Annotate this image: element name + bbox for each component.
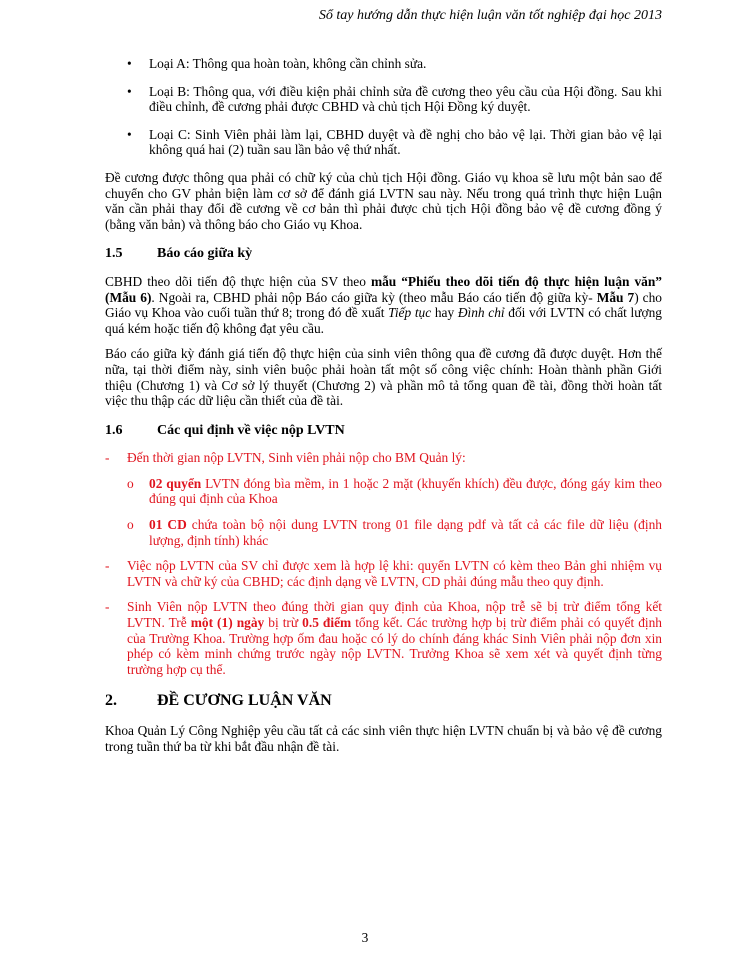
rule-item: - Việc nộp LVTN của SV chỉ được xem là hợp lệ khi: quyển LVTN có kèm theo Bản ghi nhiệm vụ LVTN và chữ ký của CBHD; các định dạng về LVTN, CD phải đúng mẫu theo quy định. <box>105 558 662 589</box>
paragraph-midterm: Báo cáo giữa kỳ đánh giá tiến độ thực hiện của sinh viên thông qua đề cương đã được duyệt. Hơn thế nữa, tại thời điểm này, sinh viên buộc phải hoàn tất một số công việc chính: Hoàn thành phần Giới thiệu (Chương 1) và Cơ sở lý thuyết (Chương 2) và phần mô tả tổng quan đề tài, đồng thời hoàn tất việc thu thập các dữ liệu cần thiết của đề tài. <box>105 346 662 409</box>
list-item: • Loại C: Sinh Viên phải làm lại, CBHD duyệt và đề nghị cho bảo vệ lại. Thời gian bảo vệ lại không quá hai (2) tuần sau lần bảo vệ thứ nhất. <box>127 126 662 158</box>
running-header: Sổ tay hướng dẫn thực hiện luận văn tốt nghiệp đại học 2013 <box>318 8 662 23</box>
paragraph-progress-report: CBHD theo dõi tiến độ thực hiện của SV theo mẫu “Phiếu theo dõi tiến độ thực hiện luận văn” (Mẫu 6). Ngoài ra, CBHD phải nộp Báo cáo giữa kỳ (theo mẫu Báo cáo tiến độ giữa kỳ- Mẫu 7) cho Giáo vụ Khoa vào cuối tuần thứ 8; trong đó đề xuất Tiếp tục hay Đình chỉ đối với LVTN có chất lượng quá kém hoặc tiến độ không đạt yêu cầu. <box>105 273 662 336</box>
section-heading-2: 2. ĐỀ CƯƠNG LUẬN VĂN <box>105 692 332 710</box>
list-item: • Loại A: Thông qua hoàn toàn, không cần chỉnh sửa. <box>127 56 427 71</box>
bullet-icon: • <box>127 126 132 142</box>
section-heading-1-5: 1.5 Báo cáo giữa kỳ <box>105 246 253 262</box>
rule-item: - Sinh Viên nộp LVTN theo đúng thời gian quy định của Khoa, nộp trễ sẽ bị trừ điểm tổng kết LVTN. Trễ một (1) ngày bị trừ 0.5 điểm tổng kết. Các trường hợp bị trừ điểm phải có quyết định của Trường Khoa. Trường hợp ốm đau hoặc có lý do chính đáng khác Sinh Viên phải nộp đơn xin phép có kèm minh chứng trước ngày nộp LVTN. Trưởng Khoa sẽ xem xét và quyết định từng trường hợp cụ thể. <box>105 599 663 677</box>
circle-bullet-icon: o <box>127 517 134 533</box>
circle-bullet-icon: o <box>127 475 134 491</box>
paragraph-approval: Đề cương được thông qua phải có chữ ký của chủ tịch Hội đồng. Giáo vụ khoa sẽ lưu một bản sao để chuyển cho GV phản biện làm cơ sở để đánh giá LVTN sau này. Nếu trong quá trình thực hiện Luận văn cần phải thay đổi đề cương về cơ bản thì phải được chủ tịch Hội đồng bảo vệ đề cương đồng ý (bằng văn bản) và thông báo cho Giáo vụ Khoa. <box>105 169 662 232</box>
page-number: 3 <box>361 930 369 945</box>
paragraph-outline: Khoa Quản Lý Công Nghiệp yêu cầu tất cả các sinh viên thực hiện LVTN chuẩn bị và bảo vệ đề cương trong tuần thứ ba từ khi bắt đầu nhận đề tài. <box>105 723 662 754</box>
submission-rules <box>105 450 662 677</box>
sub-rule-item: o 01 CD chứa toàn bộ nội dung LVTN trong 01 file dạng pdf và tất cả các file dữ liệu (định lượng, định tính) khác <box>127 517 662 548</box>
sub-rule-item: o 02 quyển LVTN đóng bìa mềm, in 1 hoặc 2 mặt (khuyến khích) đều được, đóng gáy kim theo đúng qui định của Khoa <box>127 475 662 507</box>
bullet-icon: • <box>127 56 132 71</box>
rule-item: - Đến thời gian nộp LVTN, Sinh viên phải nộp cho BM Quản lý: <box>105 450 466 466</box>
section-heading-1-6: 1.6 Các qui định về việc nộp LVTN <box>105 422 345 438</box>
bullet-icon: • <box>127 83 132 99</box>
rating-list <box>105 56 662 158</box>
list-item: • Loại B: Thông qua, với điều kiện phải chỉnh sửa đề cương theo yêu cầu của Hội đồng. Sau khi điều chỉnh, đề cương phải được CBHD và chủ tịch Hội Đồng ký duyệt. <box>127 83 662 115</box>
page-body <box>105 56 662 764</box>
